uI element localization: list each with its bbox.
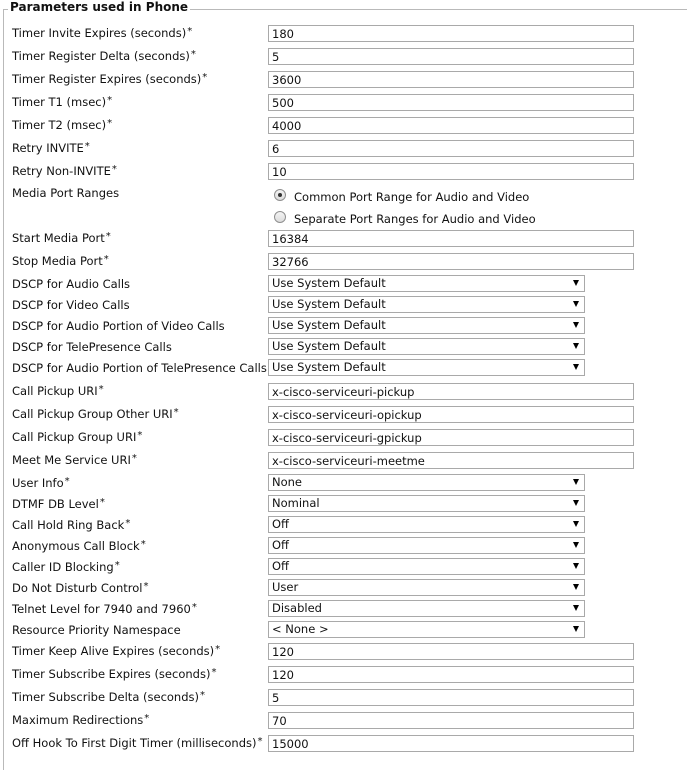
dtmf-db-level-label-text: DTMF DB Level <box>12 497 99 511</box>
user-info-select[interactable] <box>268 474 585 491</box>
dscp-for-video-calls-label-text: DSCP for Video Calls <box>12 298 130 312</box>
resource-priority-namespace-select-value: < None > <box>272 622 329 636</box>
timer-t1-msec-label-text: Timer T1 (msec) <box>12 95 107 109</box>
required-asterisk: * <box>111 164 117 175</box>
meet-me-service-uri-label <box>12 453 137 469</box>
timer-t1-msec-input[interactable]: 500 <box>268 94 634 111</box>
required-asterisk: * <box>99 497 105 508</box>
dscp-for-telepresence-calls-label-text: DSCP for TelePresence Calls <box>12 340 172 354</box>
required-asterisk: * <box>103 254 109 265</box>
dscp-for-audio-calls-label-text: DSCP for Audio Calls <box>12 277 131 291</box>
chevron-down-icon <box>573 542 579 548</box>
user-info-label <box>12 476 70 492</box>
retry-non-invite-input[interactable]: 10 <box>268 163 634 180</box>
timer-subscribe-delta-seconds-label <box>12 690 205 706</box>
timer-t2-msec-label-text: Timer T2 (msec) <box>12 118 107 132</box>
maximum-redirections-label <box>12 713 149 729</box>
chevron-down-icon <box>573 626 579 632</box>
dscp-for-audio-calls-label <box>12 277 130 291</box>
dscp-for-video-calls-select-value: Use System Default <box>272 297 386 311</box>
dscp-for-telepresence-calls-label <box>12 340 172 354</box>
required-asterisk: * <box>107 95 113 106</box>
required-asterisk: * <box>144 713 150 724</box>
timer-t2-msec-label <box>12 118 112 134</box>
required-asterisk: * <box>125 518 131 529</box>
dscp-for-audio-portion-of-telepresence-calls-label <box>12 361 267 375</box>
timer-register-delta-seconds-label-text: Timer Register Delta (seconds) <box>12 49 190 63</box>
required-asterisk: * <box>143 581 149 592</box>
dscp-for-audio-portion-of-telepresence-calls-label-text: DSCP for Audio Portion of TelePresence Calls <box>12 361 267 375</box>
required-asterisk: * <box>107 118 113 129</box>
start-media-port-input[interactable]: 16384 <box>268 230 634 247</box>
required-asterisk: * <box>140 539 146 550</box>
telnet-level-for-7940-and-7960-label <box>12 602 197 618</box>
stop-media-port-input[interactable]: 32766 <box>268 253 634 270</box>
dtmf-db-level-select-value: Nominal <box>272 496 320 510</box>
call-pickup-uri-label-text: Call Pickup URI <box>12 384 98 398</box>
timer-register-delta-seconds-label <box>12 49 196 65</box>
chevron-down-icon <box>573 500 579 506</box>
call-hold-ring-back-select-value: Off <box>272 517 289 531</box>
required-asterisk: * <box>191 602 197 613</box>
required-asterisk: * <box>105 231 111 242</box>
timer-subscribe-delta-seconds-input[interactable]: 5 <box>268 689 634 706</box>
radio-selected-dot <box>278 193 282 197</box>
do-not-disturb-control-label-text: Do Not Disturb Control <box>12 581 143 595</box>
stop-media-port-label <box>12 254 109 270</box>
timer-register-expires-seconds-label-text: Timer Register Expires (seconds) <box>12 72 202 86</box>
chevron-down-icon <box>573 521 579 527</box>
required-asterisk: * <box>200 690 205 701</box>
anonymous-call-block-select[interactable] <box>268 537 585 554</box>
dscp-for-video-calls-label <box>12 298 130 312</box>
required-asterisk: * <box>257 736 263 747</box>
caller-id-blocking-select-value: Off <box>272 559 289 573</box>
call-pickup-group-uri-label <box>12 430 142 446</box>
timer-subscribe-expires-seconds-label-text: Timer Subscribe Expires (seconds) <box>12 667 211 681</box>
telnet-level-for-7940-and-7960-select-value: Disabled <box>272 601 322 615</box>
stop-media-port-label-text: Stop Media Port <box>12 254 103 268</box>
dscp-for-telepresence-calls-select-value: Use System Default <box>272 339 386 353</box>
caller-id-blocking-label-text: Caller ID Blocking <box>12 560 114 574</box>
required-asterisk: * <box>84 141 90 152</box>
telnet-level-for-7940-and-7960-label-text: Telnet Level for 7940 and 7960 <box>12 602 191 616</box>
timer-t1-msec-label <box>12 95 112 111</box>
required-asterisk: * <box>98 384 104 395</box>
radio-separate-port-ranges[interactable] <box>274 211 286 223</box>
off-hook-to-first-digit-timer-milliseconds-input[interactable]: 15000 <box>268 735 634 752</box>
resource-priority-namespace-label <box>12 623 181 637</box>
call-hold-ring-back-label-text: Call Hold Ring Back <box>12 518 125 532</box>
meet-me-service-uri-input[interactable]: x-cisco-serviceuri-meetme <box>268 452 634 469</box>
dscp-for-audio-portion-of-telepresence-calls-select[interactable] <box>268 359 585 376</box>
start-media-port-label-text: Start Media Port <box>12 231 105 245</box>
required-asterisk: * <box>64 476 70 487</box>
retry-non-invite-label <box>12 164 117 180</box>
timer-register-expires-seconds-input[interactable]: 3600 <box>268 71 634 88</box>
required-asterisk: * <box>131 453 137 464</box>
call-pickup-group-other-uri-input[interactable]: x-cisco-serviceuri-opickup <box>268 406 634 423</box>
chevron-down-icon <box>573 322 579 328</box>
start-media-port-label <box>12 231 111 247</box>
user-info-select-value: None <box>272 475 303 489</box>
timer-keep-alive-expires-seconds-label-text: Timer Keep Alive Expires (seconds) <box>12 644 215 658</box>
timer-subscribe-expires-seconds-input[interactable]: 120 <box>268 666 634 683</box>
retry-invite-label <box>12 141 90 157</box>
chevron-down-icon <box>573 584 579 590</box>
caller-id-blocking-select[interactable] <box>268 558 585 575</box>
retry-non-invite-label-text: Retry Non-INVITE <box>12 164 111 178</box>
fieldset-title: Parameters used in Phone <box>10 0 189 14</box>
dscp-for-audio-portion-of-video-calls-select[interactable] <box>268 317 585 334</box>
timer-invite-expires-seconds-input[interactable]: 180 <box>268 25 634 42</box>
required-asterisk: * <box>215 644 221 655</box>
dscp-for-audio-calls-select[interactable] <box>268 275 585 292</box>
required-asterisk: * <box>190 49 196 60</box>
required-asterisk: * <box>114 560 120 571</box>
required-asterisk: * <box>211 667 217 678</box>
retry-invite-label-text: Retry INVITE <box>12 141 84 155</box>
timer-keep-alive-expires-seconds-input[interactable]: 120 <box>268 643 634 660</box>
dscp-for-audio-calls-select-value: Use System Default <box>272 276 386 290</box>
retry-invite-input[interactable]: 6 <box>268 140 634 157</box>
maximum-redirections-label-text: Maximum Redirections <box>12 713 144 727</box>
timer-register-delta-seconds-input[interactable]: 5 <box>268 48 634 65</box>
timer-keep-alive-expires-seconds-label <box>12 644 220 660</box>
dscp-for-audio-portion-of-video-calls-label <box>12 319 225 333</box>
radio-separate-port-ranges-label: Separate Port Ranges for Audio and Video <box>294 212 536 226</box>
maximum-redirections-input[interactable]: 70 <box>268 712 634 729</box>
chevron-down-icon <box>573 605 579 611</box>
anonymous-call-block-label <box>12 539 146 555</box>
user-info-label-text: User Info <box>12 476 64 490</box>
chevron-down-icon <box>573 364 579 370</box>
radio-common-port-range[interactable] <box>274 189 286 201</box>
do-not-disturb-control-select-value: User <box>272 580 299 594</box>
chevron-down-icon <box>573 343 579 349</box>
timer-invite-expires-seconds-label-text: Timer Invite Expires (seconds) <box>12 26 187 40</box>
chevron-down-icon <box>573 280 579 286</box>
chevron-down-icon <box>573 301 579 307</box>
timer-register-expires-seconds-label <box>12 72 207 88</box>
meet-me-service-uri-label-text: Meet Me Service URI <box>12 453 131 467</box>
call-pickup-uri-input[interactable]: x-cisco-serviceuri-pickup <box>268 383 634 400</box>
required-asterisk: * <box>137 430 143 441</box>
do-not-disturb-control-select[interactable] <box>268 579 585 596</box>
telnet-level-for-7940-and-7960-select[interactable] <box>268 600 585 617</box>
timer-t2-msec-input[interactable]: 4000 <box>268 117 634 134</box>
radio-common-port-range-label: Common Port Range for Audio and Video <box>294 190 530 204</box>
dscp-for-audio-portion-of-video-calls-select-value: Use System Default <box>272 318 386 332</box>
resource-priority-namespace-label-text: Resource Priority Namespace <box>12 623 181 637</box>
call-pickup-group-uri-input[interactable]: x-cisco-serviceuri-gpickup <box>268 429 634 446</box>
media-port-ranges-label: Media Port Ranges <box>12 186 120 200</box>
required-asterisk: * <box>187 26 193 37</box>
call-pickup-group-other-uri-label <box>12 407 179 423</box>
call-pickup-uri-label <box>12 384 104 400</box>
resource-priority-namespace-select[interactable] <box>268 621 585 638</box>
required-asterisk: * <box>173 407 179 418</box>
call-pickup-group-uri-label-text: Call Pickup Group URI <box>12 430 137 444</box>
timer-invite-expires-seconds-label <box>12 26 192 42</box>
call-hold-ring-back-select[interactable] <box>268 516 585 533</box>
required-asterisk: * <box>202 72 208 83</box>
dscp-for-audio-portion-of-telepresence-calls-select-value: Use System Default <box>272 360 386 374</box>
anonymous-call-block-select-value: Off <box>272 538 289 552</box>
dscp-for-video-calls-select[interactable] <box>268 296 585 313</box>
anonymous-call-block-label-text: Anonymous Call Block <box>12 539 140 553</box>
caller-id-blocking-label <box>12 560 120 576</box>
timer-subscribe-expires-seconds-label <box>12 667 216 683</box>
chevron-down-icon <box>573 479 579 485</box>
chevron-down-icon <box>573 563 579 569</box>
dtmf-db-level-select[interactable] <box>268 495 585 512</box>
dscp-for-telepresence-calls-select[interactable] <box>268 338 585 355</box>
do-not-disturb-control-label <box>12 581 148 597</box>
call-pickup-group-other-uri-label-text: Call Pickup Group Other URI <box>12 407 173 421</box>
dscp-for-audio-portion-of-video-calls-label-text: DSCP for Audio Portion of Video Calls <box>12 319 225 333</box>
timer-subscribe-delta-seconds-label-text: Timer Subscribe Delta (seconds) <box>12 690 199 704</box>
off-hook-to-first-digit-timer-milliseconds-label <box>12 736 262 752</box>
off-hook-to-first-digit-timer-milliseconds-label-text: Off Hook To First Digit Timer (milliseconds) <box>12 736 257 750</box>
dtmf-db-level-label <box>12 497 105 513</box>
call-hold-ring-back-label <box>12 518 130 534</box>
